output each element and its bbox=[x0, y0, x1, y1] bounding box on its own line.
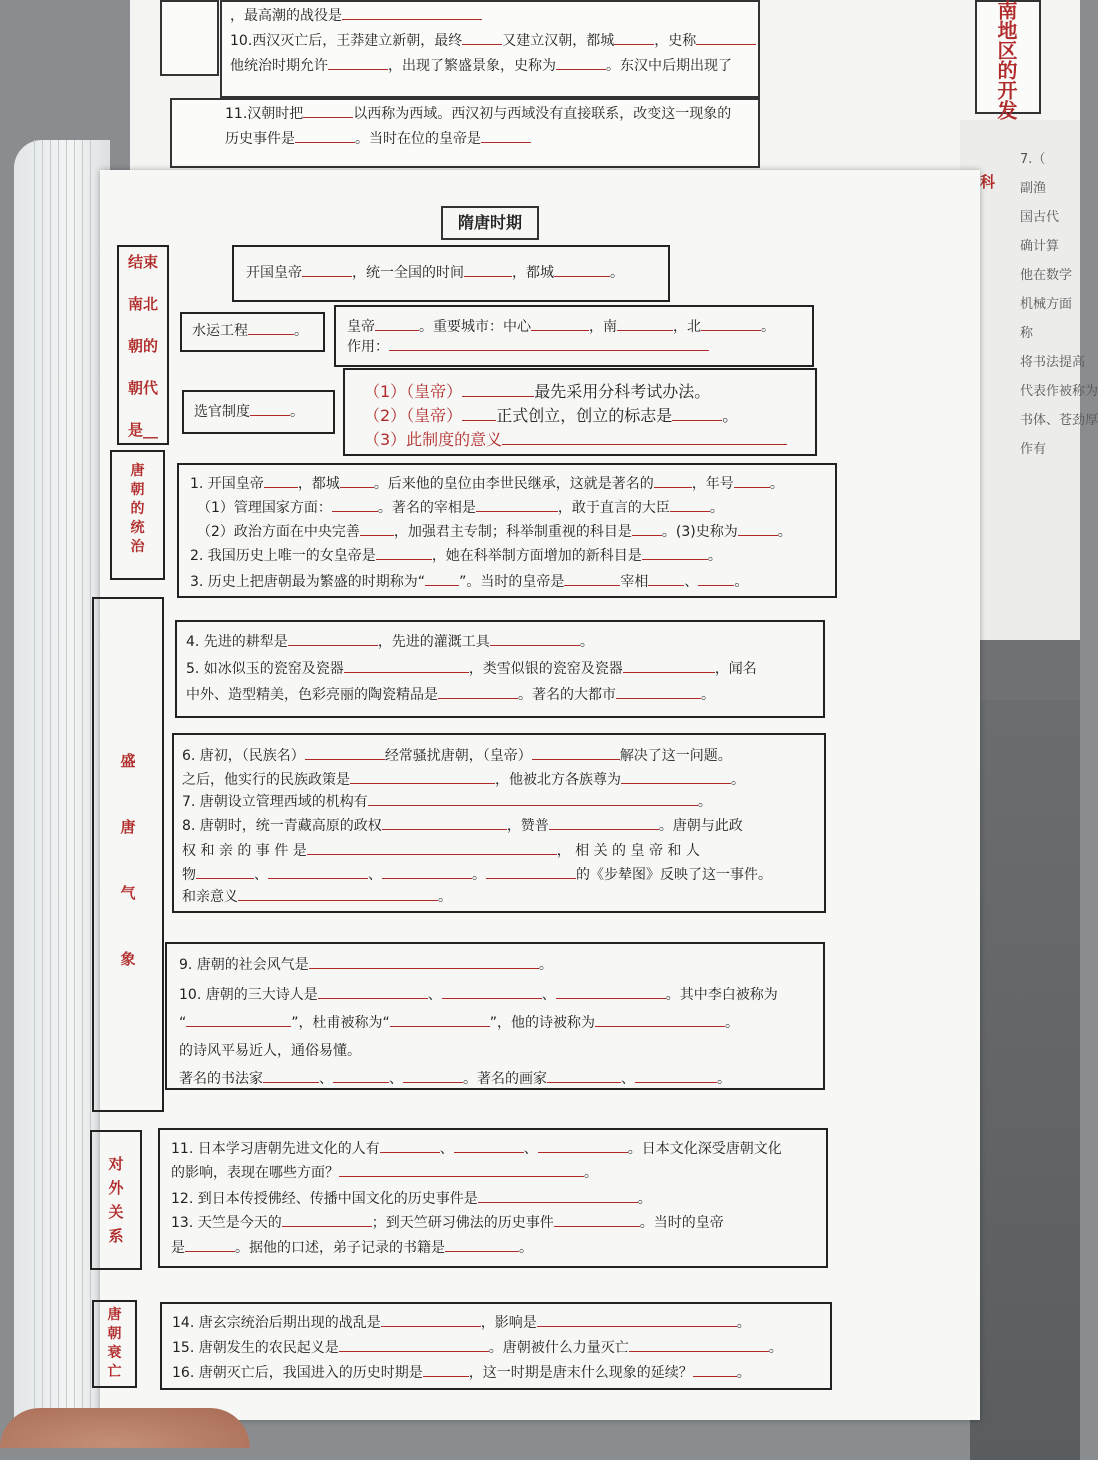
q10-line bbox=[179, 984, 778, 1004]
blank[interactable] bbox=[339, 1162, 584, 1177]
blank[interactable] bbox=[462, 382, 534, 397]
artists-line bbox=[179, 1068, 731, 1088]
text: 。(3)史称为 bbox=[661, 524, 738, 540]
text: 。著名的画家 bbox=[463, 1071, 547, 1087]
text: 是 bbox=[171, 1240, 185, 1256]
text: 。 bbox=[736, 1365, 751, 1381]
text: 、 bbox=[319, 1071, 333, 1087]
blank[interactable] bbox=[635, 1068, 717, 1083]
bg-text: 10.西汉灭亡后，王莽建立新朝，最终 bbox=[230, 33, 463, 49]
text: 的诗风平易近人，通俗易懂。 bbox=[179, 1043, 361, 1059]
blank[interactable] bbox=[196, 864, 254, 879]
exam-line-1 bbox=[364, 379, 710, 402]
text: 。其中李白被称为 bbox=[665, 987, 778, 1003]
q10-titles-line bbox=[179, 1012, 739, 1032]
blank[interactable] bbox=[462, 406, 496, 421]
blank[interactable] bbox=[425, 571, 459, 586]
blank[interactable] bbox=[617, 316, 673, 331]
label-char: 唐 bbox=[120, 818, 136, 836]
text: 。据他的口述，弟子记录的书籍是 bbox=[235, 1240, 445, 1256]
bg-text: 。当时在位的皇帝是 bbox=[355, 131, 481, 147]
q6-cont-line bbox=[182, 769, 745, 789]
q8-cont-line bbox=[182, 840, 700, 860]
section-label-decline bbox=[94, 1306, 135, 1382]
text: 物 bbox=[182, 867, 196, 883]
text: 1. 开国皇帝 bbox=[190, 476, 264, 492]
label-char: 对 bbox=[108, 1155, 124, 1173]
text: 。 bbox=[777, 524, 792, 540]
label-char: 结束 bbox=[127, 253, 158, 271]
q6-line bbox=[182, 745, 732, 765]
blank[interactable] bbox=[621, 769, 731, 784]
label-char: 亡 bbox=[107, 1364, 122, 1380]
section-label-tang-rule bbox=[112, 462, 163, 557]
label-char: 外 bbox=[108, 1179, 124, 1197]
q10-poet-line bbox=[179, 1040, 361, 1060]
blank[interactable] bbox=[376, 545, 432, 560]
bg-line: 书体、苍劲厚 bbox=[1020, 413, 1098, 428]
blank[interactable] bbox=[693, 1362, 737, 1377]
text: 6. 唐初，（民族名） bbox=[182, 748, 305, 764]
text: ，南 bbox=[589, 319, 617, 335]
text: 。 bbox=[579, 634, 594, 650]
text: 、 bbox=[389, 1071, 403, 1087]
text: 。 bbox=[722, 406, 739, 425]
text: 正式创立，创立的标志是 bbox=[496, 406, 673, 425]
text: 。 bbox=[697, 794, 712, 810]
q5-cont-line bbox=[186, 684, 715, 704]
blank[interactable] bbox=[734, 473, 770, 488]
blank[interactable] bbox=[476, 497, 558, 512]
bg-text: ，出现了繁盛景象，史称为 bbox=[388, 58, 556, 74]
finger-holding-page bbox=[0, 1408, 250, 1448]
blank[interactable] bbox=[382, 864, 472, 879]
text: 16. 唐朝灭亡后，我国进入的历史时期是 bbox=[172, 1365, 423, 1381]
text: ，闻名 bbox=[714, 661, 757, 677]
blank[interactable] bbox=[368, 791, 698, 806]
background-question-box-10 bbox=[220, 0, 760, 98]
section-label-end-of-north-south bbox=[119, 252, 167, 441]
blank[interactable] bbox=[464, 262, 512, 277]
blank[interactable] bbox=[390, 1012, 490, 1027]
bg-line: 机械方面 bbox=[1020, 297, 1073, 312]
text: （2）政治方面在中央完善 bbox=[197, 524, 360, 540]
bg-line: 7.（ bbox=[1020, 152, 1046, 167]
label-char: 唐 bbox=[130, 463, 145, 479]
label-char: 南北 bbox=[127, 295, 158, 313]
background-desk-shadow bbox=[970, 700, 1080, 1460]
text: 权 和 亲 的 事 件 是 bbox=[182, 843, 307, 859]
blank[interactable] bbox=[490, 631, 580, 646]
text: 。 bbox=[731, 772, 745, 788]
canal-use-line bbox=[347, 336, 709, 356]
text: ，先进的灌溉工具 bbox=[377, 634, 490, 650]
text: ，都城 bbox=[297, 476, 340, 492]
text: ，都城 bbox=[512, 265, 554, 281]
text: 。 bbox=[290, 404, 304, 420]
text: 开国皇帝 bbox=[246, 265, 302, 281]
text: 。 bbox=[519, 1240, 533, 1256]
text: 著名的书法家 bbox=[179, 1071, 263, 1087]
text: 、 bbox=[254, 867, 268, 883]
blank[interactable] bbox=[350, 769, 495, 784]
text: 7. 唐朝设立管理西域的机构有 bbox=[182, 794, 368, 810]
exam-label bbox=[194, 401, 304, 421]
blank[interactable] bbox=[381, 1312, 481, 1327]
label-char: 朝的 bbox=[127, 337, 158, 355]
text: 。 bbox=[584, 1165, 598, 1181]
blank[interactable] bbox=[629, 1337, 769, 1352]
blank[interactable] bbox=[185, 1237, 235, 1252]
blank[interactable] bbox=[360, 521, 394, 536]
text: 13. 天竺是今天的 bbox=[171, 1215, 282, 1231]
q16-line bbox=[172, 1362, 751, 1382]
blank[interactable] bbox=[309, 954, 539, 969]
bg-text: 历史事件是 bbox=[225, 131, 295, 147]
label-char: 唐 bbox=[107, 1307, 122, 1323]
text: ， 相 关 的 皇 帝 和 人 bbox=[556, 843, 700, 859]
text: 选官制度 bbox=[194, 404, 250, 420]
background-red-heading: 南地区的开发 bbox=[994, 0, 1018, 120]
bg-text: 又建立汉朝，都城 bbox=[502, 33, 615, 49]
text: 9. 唐朝的社会风气是 bbox=[179, 957, 309, 973]
text: 3. 历史上把唐朝最为繁盛的时期称为“ bbox=[190, 574, 426, 590]
label-char: 统 bbox=[130, 520, 145, 536]
blank[interactable] bbox=[282, 1212, 372, 1227]
blank[interactable] bbox=[595, 1012, 725, 1027]
text: ”。当时的皇帝是 bbox=[459, 574, 565, 590]
text: 。当时的皇帝 bbox=[639, 1215, 724, 1231]
q13-line bbox=[171, 1212, 724, 1232]
founder-line bbox=[246, 262, 624, 282]
text: 15. 唐朝发生的农民起义是 bbox=[172, 1340, 339, 1356]
text: （1）（皇帝） bbox=[364, 382, 463, 401]
blank[interactable] bbox=[478, 1188, 638, 1203]
text: 。 bbox=[768, 1340, 783, 1356]
blank[interactable] bbox=[442, 984, 542, 999]
canal-label bbox=[192, 320, 308, 340]
text: 。 bbox=[538, 957, 553, 973]
q12-line bbox=[171, 1188, 652, 1208]
blank[interactable] bbox=[454, 1138, 524, 1153]
text: “ bbox=[179, 1015, 187, 1031]
q1-sub2-line bbox=[197, 521, 792, 541]
text: 水运工程 bbox=[192, 323, 248, 339]
bg-line: 国古代 bbox=[1020, 210, 1060, 225]
bg-line: 将书法提高 bbox=[1020, 355, 1086, 370]
text: 中外、造型精美，色彩亮丽的陶瓷精品是 bbox=[186, 687, 438, 703]
text: 之后，他实行的民族政策是 bbox=[182, 772, 350, 788]
blank[interactable] bbox=[423, 1362, 469, 1377]
blank[interactable] bbox=[248, 320, 294, 335]
q8-meaning-line bbox=[182, 886, 452, 906]
blank[interactable] bbox=[318, 984, 428, 999]
text: ，她在科举制方面增加的新科目是 bbox=[431, 548, 642, 564]
label-char: 朝代 bbox=[127, 379, 158, 397]
text: 。 bbox=[761, 319, 775, 335]
text: 。 bbox=[701, 687, 715, 703]
blank[interactable] bbox=[264, 473, 298, 488]
blank[interactable] bbox=[538, 1138, 628, 1153]
text: 、 bbox=[427, 987, 442, 1003]
text: 和亲意义 bbox=[182, 889, 238, 905]
q2-line bbox=[190, 545, 722, 565]
section-label-foreign-relations bbox=[92, 1152, 140, 1248]
blank[interactable] bbox=[554, 262, 610, 277]
q14-line bbox=[172, 1312, 751, 1332]
q1-sub1-line bbox=[197, 497, 724, 517]
blank[interactable] bbox=[531, 316, 589, 331]
blank[interactable] bbox=[340, 473, 374, 488]
q11-cont-line bbox=[171, 1162, 598, 1182]
text: 最先采用分科考试办法。 bbox=[534, 382, 711, 401]
blank[interactable] bbox=[438, 684, 518, 699]
blank[interactable] bbox=[654, 473, 692, 488]
canal-detail-line bbox=[347, 316, 775, 336]
q1-line bbox=[190, 473, 784, 493]
blank[interactable] bbox=[263, 1068, 319, 1083]
text: 。著名的宰相是 bbox=[377, 500, 476, 516]
exam-line-3 bbox=[364, 427, 787, 450]
text: ，他被北方各族尊为 bbox=[495, 772, 621, 788]
bg-line: 作有 bbox=[1020, 442, 1047, 457]
q5-line bbox=[186, 658, 757, 678]
blank[interactable] bbox=[672, 406, 722, 421]
blank[interactable] bbox=[698, 571, 734, 586]
label-char: 朝 bbox=[130, 482, 145, 498]
section-label-high-tang bbox=[94, 750, 162, 970]
blank[interactable] bbox=[238, 886, 438, 901]
text: 。 bbox=[725, 1015, 740, 1031]
bg-text: ，最高潮的战役是 bbox=[230, 8, 342, 24]
bg-line: 他在数学 bbox=[1020, 268, 1073, 283]
label-char: 象 bbox=[120, 950, 136, 968]
blank[interactable] bbox=[502, 430, 787, 445]
blank[interactable] bbox=[380, 1138, 440, 1153]
background-side-box bbox=[160, 0, 219, 76]
text: 。 bbox=[438, 889, 452, 905]
bg-line: 副渔 bbox=[1020, 181, 1047, 196]
text: 经常骚扰唐朝，（皇帝） bbox=[384, 748, 532, 764]
text: 。 bbox=[610, 265, 624, 281]
text: 14. 唐玄宗统治后期出现的战乱是 bbox=[172, 1315, 381, 1331]
text: 。唐朝被什么力量灭亡 bbox=[488, 1340, 629, 1356]
text: （3）此制度的意义 bbox=[364, 430, 503, 449]
text: 。著名的大都市 bbox=[518, 687, 616, 703]
q15-line bbox=[172, 1337, 783, 1357]
text: ，类雪似银的瓷窑及瓷器 bbox=[468, 661, 623, 677]
text: 。 bbox=[637, 1191, 652, 1207]
text: ”，他的诗被称为 bbox=[489, 1015, 596, 1031]
q11-line bbox=[171, 1138, 782, 1158]
blank[interactable] bbox=[738, 521, 778, 536]
text: 12. 到日本传授佛经、传播中国文化的历史事件是 bbox=[171, 1191, 478, 1207]
label-char: 气 bbox=[120, 884, 136, 902]
text: 。 bbox=[472, 867, 486, 883]
text: 皇帝 bbox=[347, 319, 375, 335]
blank[interactable] bbox=[701, 316, 761, 331]
text: 的影响，表现在哪些方面？ bbox=[171, 1165, 339, 1181]
text: ，这一时期是唐末什么现象的延续？ bbox=[468, 1365, 693, 1381]
text: ，赞普 bbox=[506, 818, 549, 834]
text: 。 bbox=[294, 323, 308, 339]
blank[interactable] bbox=[382, 815, 507, 830]
q4-line bbox=[186, 631, 594, 651]
blank[interactable] bbox=[268, 864, 368, 879]
blank[interactable] bbox=[403, 1068, 463, 1083]
text: 、 bbox=[439, 1141, 454, 1157]
blank[interactable] bbox=[486, 864, 576, 879]
text: 、 bbox=[523, 1141, 538, 1157]
label-char: 系 bbox=[108, 1227, 124, 1245]
blank[interactable] bbox=[344, 658, 469, 673]
blank[interactable] bbox=[623, 658, 715, 673]
text: 。后来他的皇位由李世民继承，这就是著名的 bbox=[373, 476, 654, 492]
text: ；到天竺研习佛法的历史事件 bbox=[371, 1215, 554, 1231]
q7-line bbox=[182, 791, 712, 811]
blank[interactable] bbox=[532, 745, 620, 760]
text: 宰相 bbox=[620, 574, 649, 590]
text: 。唐朝与此政 bbox=[658, 818, 743, 834]
blank[interactable] bbox=[389, 336, 709, 351]
text: ，影响是 bbox=[480, 1315, 537, 1331]
bg-text: 以西称为西域。西汉初与西域没有直接联系，改变这一现象的 bbox=[353, 106, 732, 122]
text: 。 bbox=[734, 574, 749, 590]
text: 、 bbox=[621, 1071, 635, 1087]
text: 、 bbox=[684, 574, 699, 590]
text: 5. 如冰似玉的瓷窑及瓷器 bbox=[186, 661, 344, 677]
text: 4. 先进的耕犁是 bbox=[186, 634, 288, 650]
blank[interactable] bbox=[302, 262, 352, 277]
text: 、 bbox=[368, 867, 382, 883]
blank[interactable] bbox=[632, 521, 662, 536]
blank[interactable] bbox=[564, 571, 620, 586]
blank[interactable] bbox=[547, 1068, 621, 1083]
text: 。 bbox=[769, 476, 784, 492]
text: 2. 我国历史上唯一的女皇帝是 bbox=[190, 548, 376, 564]
text: ，年号 bbox=[691, 476, 734, 492]
bg-text: 他统治时期允许 bbox=[230, 58, 328, 74]
text: 8. 唐朝时，统一青藏高原的政权 bbox=[182, 818, 382, 834]
blank[interactable] bbox=[250, 401, 290, 416]
text: 。 bbox=[707, 548, 722, 564]
bg-text: ，史称 bbox=[654, 33, 697, 49]
text: 。 bbox=[736, 1315, 751, 1331]
label-char: 的 bbox=[130, 501, 145, 517]
blank[interactable] bbox=[556, 984, 666, 999]
text: 。 bbox=[709, 500, 724, 516]
text: （1）管理国家方面： bbox=[197, 500, 332, 516]
blank[interactable] bbox=[537, 1312, 737, 1327]
text: ，敢于直言的大臣 bbox=[557, 500, 670, 516]
blank[interactable] bbox=[670, 497, 710, 512]
label-char: 关 bbox=[108, 1203, 124, 1221]
blank[interactable] bbox=[445, 1237, 519, 1252]
text: 解决了这一问题。 bbox=[619, 748, 732, 764]
blank[interactable] bbox=[642, 545, 708, 560]
label-char: 朝 bbox=[107, 1326, 122, 1342]
blank[interactable] bbox=[307, 840, 557, 855]
blank[interactable] bbox=[339, 1337, 489, 1352]
page-title: 隋唐时期 bbox=[441, 206, 539, 240]
q3-line bbox=[190, 571, 748, 591]
blank[interactable] bbox=[375, 316, 419, 331]
bg-line: 代表作被称为 bbox=[1020, 384, 1098, 399]
text: 、 bbox=[541, 987, 556, 1003]
bg-text: 11.汉朝时把 bbox=[225, 106, 304, 122]
label-char: 是__ bbox=[127, 421, 158, 439]
label-char: 盛 bbox=[120, 752, 136, 770]
text: 的《步辇图》反映了这一事件。 bbox=[576, 867, 772, 883]
q8-line bbox=[182, 815, 743, 835]
q13-cont-line bbox=[171, 1237, 533, 1257]
label-char: 治 bbox=[130, 539, 145, 555]
text: ”，杜甫被称为“ bbox=[291, 1015, 390, 1031]
blank[interactable] bbox=[305, 745, 385, 760]
text: 11. 日本学习唐朝先进文化的人有 bbox=[171, 1141, 380, 1157]
blank[interactable] bbox=[616, 684, 701, 699]
blank[interactable] bbox=[554, 1212, 640, 1227]
blank[interactable] bbox=[648, 571, 684, 586]
text: 。重要城市：中心 bbox=[419, 319, 531, 335]
text: 。 bbox=[717, 1071, 731, 1087]
blank[interactable] bbox=[332, 497, 378, 512]
text: 作用： bbox=[347, 339, 389, 355]
q9-line bbox=[179, 954, 553, 974]
background-question-box-11 bbox=[170, 98, 760, 168]
bg-red-label: 科 bbox=[980, 173, 996, 191]
bg-line: 确计算 bbox=[1020, 239, 1060, 254]
label-char: 衰 bbox=[107, 1345, 122, 1361]
blank[interactable] bbox=[288, 631, 378, 646]
blank[interactable] bbox=[549, 815, 659, 830]
text: ，加强君主专制；科举制重视的科目是 bbox=[393, 524, 632, 540]
q8-people-line bbox=[182, 864, 772, 884]
text: ，北 bbox=[673, 319, 701, 335]
text: 10. 唐朝的三大诗人是 bbox=[179, 987, 318, 1003]
bg-text: 。东汉中后期出现了 bbox=[606, 58, 732, 74]
blank[interactable] bbox=[186, 1012, 291, 1027]
exam-line-2 bbox=[364, 403, 738, 426]
text: （2）（皇帝） bbox=[364, 406, 463, 425]
blank[interactable] bbox=[333, 1068, 389, 1083]
text: 。日本文化深受唐朝文化 bbox=[627, 1141, 782, 1157]
bg-line: 称 bbox=[1020, 326, 1034, 341]
text: ，统一全国的时间 bbox=[352, 265, 464, 281]
